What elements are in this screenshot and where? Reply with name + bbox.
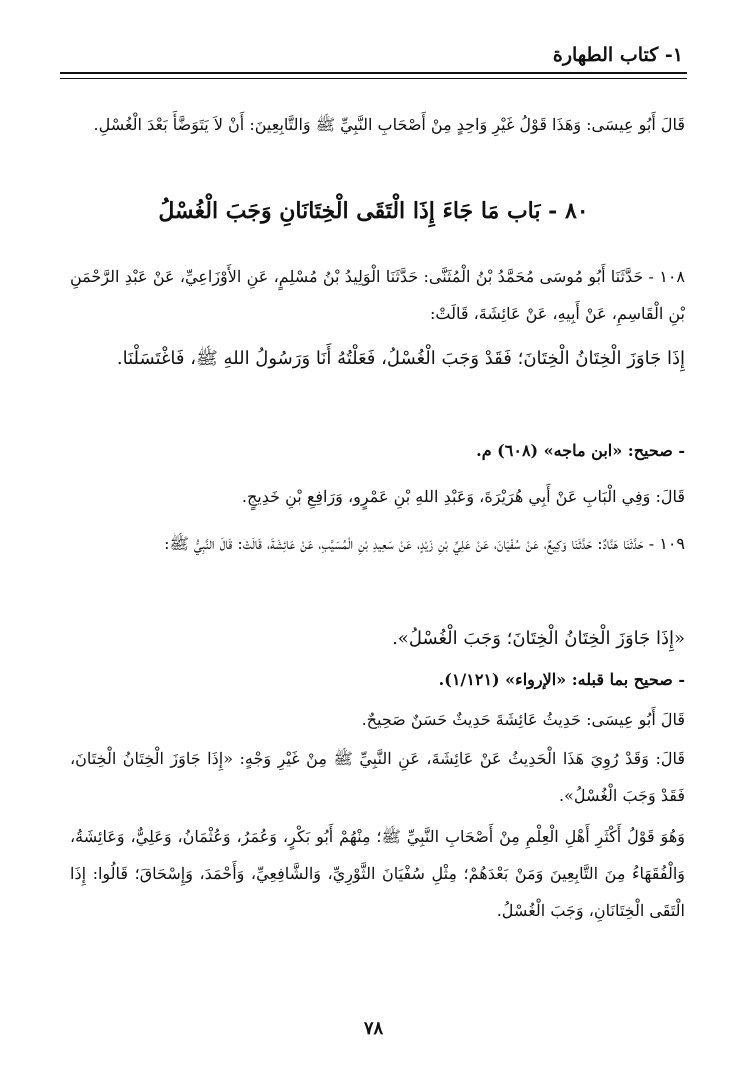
hadith-108-isnad: ١٠٨ - حَدَّثَنَا أَبُو مُوسَى مُحَمَّدُ بْنُ الْمُثَنَّى: حَدَّثَنَا الْوَلِيدُ بْنُ مُسْلِمٍ، عَنِ الأَوْزَاعِيِّ، عَنْ عَبْدِ الرَّحْمَنِ بْنِ الْقَاسِمِ، عَنْ أَبِيهِ، عَنْ عَائِشَةَ، قَالَتْ: — [70, 267, 685, 323]
hadith-108-matn: إِذَا جَاوَزَ الْخِتَانُ الْخِتَانَ؛ فَقَدْ وَجَبَ الْغُسْلُ، فَعَلْتُهُ أَنَا وَرَسُولُ اللهِ ﷺ، فَاغْتَسَلْنَا. — [116, 348, 685, 369]
hadith-109-scholars: وَهُوَ قَوْلُ أَكْثَرِ أَهْلِ الْعِلْمِ مِنْ أَصْحَابِ النَّبِيِّ ﷺ؛ مِنْهُمْ أَبُو بَكْرٍ، وَعُمَرُ، وَعُثْمَانُ، وَعَلِيٌّ، وَعَائِشَةُ، وَالْفُقَهَاءُ مِنَ التَّابِعِينَ وَمَنْ بَعْدَهُمْ؛ مِثْلِ سُفْيَانَ الثَّوْرِيِّ، وَالشَّافِعِيِّ، وَأَحْمَدَ، وَإِسْحَاقَ؛ قَالُوا: إِذَا الْتَقَى الْخِتَانَانِ، وَجَبَ الْغُسْلُ. — [70, 827, 685, 920]
page-number: ٧٨ — [363, 1018, 384, 1039]
paragraph-abu-isa-opening: قَالَ أَبُو عِيسَى: وَهَذَا قَوْلُ غَيْرِ وَاحِدٍ مِنْ أَصْحَابِ النَّبِيِّ ﷺ وَالتَّابِعِينَ: أَنْ لاَ يَتَوَضَّأَ بَعْدَ الْغُسْلِ. — [93, 115, 685, 134]
hadith-109-isnad: ١٠٩ - حَدَّثَنَا هَنَّادٌ: حَدَّثَنَا وَكِيعٌ، عَنْ سُفْيَانَ، عَنْ عَلِيِّ بْنِ زَيْدٍ، عَنْ سَعِيدِ بْنِ الْمُسَيَّبِ، عَنْ عَائِشَةَ، قَالَتْ: قَالَ النَّبِيُّ ﷺ: — [164, 534, 685, 553]
hadith-108-grade: - صحيح: «ابن ماجه» (٦٠٨) م. — [476, 441, 685, 460]
hadith-109-abu-isa: قَالَ أَبُو عِيسَى: حَدِيثُ عَائِشَةَ حَدِيثٌ حَسَنٌ صَحِيحٌ. — [361, 710, 685, 729]
chapter-title: ٨٠ - بَاب مَا جَاءَ إِذَا الْتَقَى الْخِتَانَانِ وَجَبَ الْغُسْلُ — [158, 198, 589, 224]
hadith-109-matn: «إِذَا جَاوَزَ الْخِتَانُ الْخِتَانَ؛ وَجَبَ الْغُسْلُ». — [392, 628, 685, 649]
header-rule-thick — [60, 72, 687, 74]
hadith-108-bab-note: قَالَ: وَفِي الْبَابِ عَنْ أَبِي هُرَيْرَةَ، وَعَبْدِ اللهِ بْنِ عَمْرٍو، وَرَافِعِ بْنِ خَدِيجٍ. — [241, 487, 685, 506]
hadith-109-note: قَالَ: وَقَدْ رُوِيَ هَذَا الْحَدِيثُ عَنْ عَائِشَةَ، عَنِ النَّبِيِّ ﷺ مِنْ غَيْرِ وَجْهٍ: «إِذَا جَاوَزَ الْخِتَانُ الْخِتَانَ، فَقَدْ وَجَبَ الْغُسْلُ». — [70, 749, 685, 805]
hadith-109-grade: - صحيح بما قبله: «الإرواء» (١/١٢١). — [438, 670, 685, 689]
header-rule-thin — [60, 78, 687, 79]
running-header: ١- كتاب الطهارة — [552, 44, 683, 66]
